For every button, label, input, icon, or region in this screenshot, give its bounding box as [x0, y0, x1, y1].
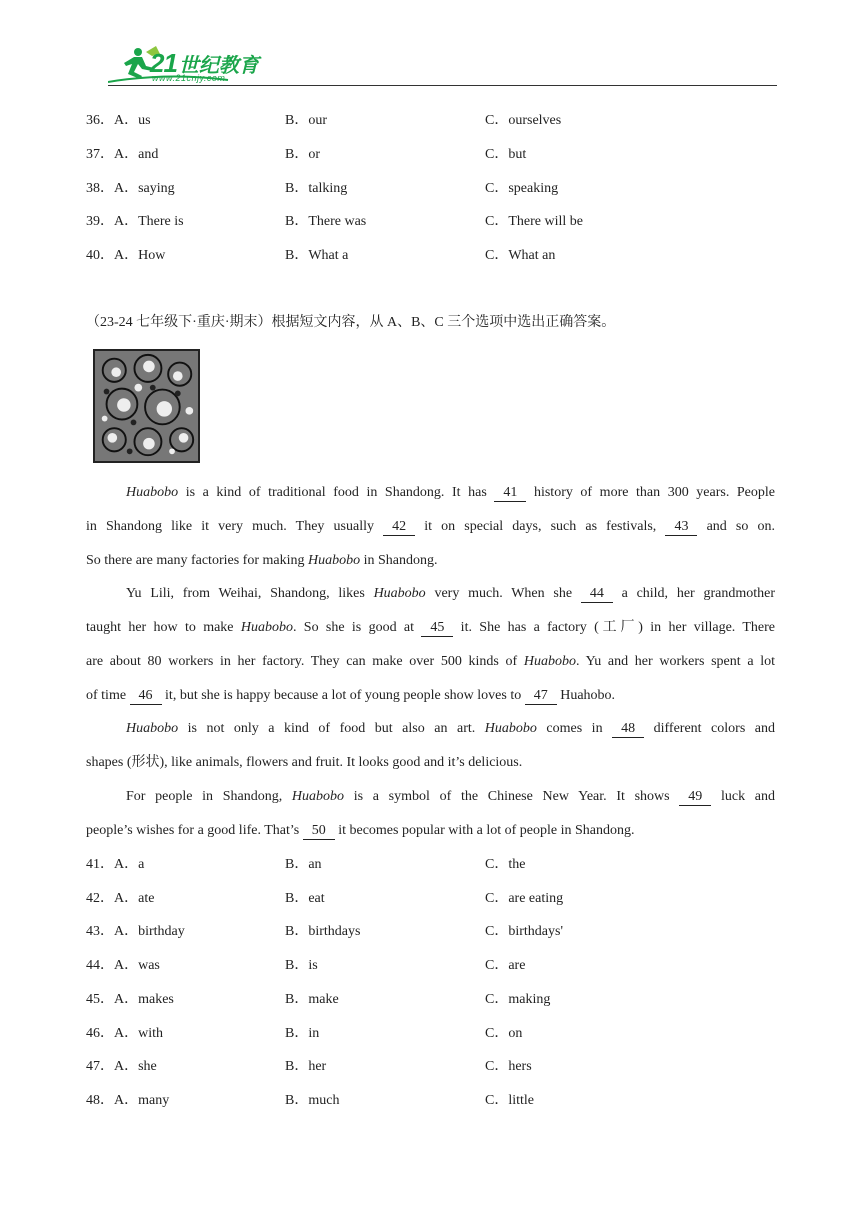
passage-line: people’s wishes for a good life. That’s 50 it becomes popular with a lot of people in Shandong. — [86, 823, 635, 838]
option-b: B．or — [285, 147, 320, 162]
passage-line: For people in Shandong, Huabobo is a symbol of the Chinese New Year. It shows 49 luck and — [126, 789, 775, 804]
question-row — [86, 1057, 786, 1077]
option-a: 37．A．and — [86, 147, 159, 162]
blank-41[interactable]: 41 — [494, 485, 526, 502]
option-b: B．What a — [285, 248, 349, 263]
passage-line: taught her how to make Huabobo. So she is good at 45 it. She has a factory (工厂) in her village. There — [86, 620, 776, 635]
option-b: B．her — [285, 1059, 327, 1074]
option-a: 38．A．saying — [86, 181, 175, 196]
blank-45[interactable]: 45 — [421, 620, 453, 637]
option-c: C．little — [485, 1093, 534, 1108]
passage-line: So there are many factories for making Huabobo in Shandong. — [86, 553, 438, 568]
passage-line: are about 80 workers in her factory. They can make over 500 kinds of Huabobo. Yu and her workers spent a lot — [86, 654, 775, 669]
question-row — [86, 212, 786, 232]
option-b: B．is — [285, 958, 318, 973]
blank-49[interactable]: 49 — [679, 789, 711, 806]
option-b: B．There was — [285, 214, 367, 229]
question-row — [86, 855, 786, 875]
option-c: C．the — [485, 857, 526, 872]
huabobo-image — [93, 349, 200, 463]
question-row — [86, 145, 786, 165]
logo-url: www.21cnjy.com — [152, 73, 226, 83]
question-row — [86, 889, 786, 909]
logo-text: 21 世纪教育 — [150, 48, 259, 78]
question-row — [86, 111, 786, 131]
option-a: 39．A．There is — [86, 214, 184, 229]
passage-line: Huabobo is not only a kind of food but also an art. Huabobo comes in 48 different colors and — [126, 721, 776, 736]
option-c: C．ourselves — [485, 113, 562, 128]
question-row — [86, 956, 786, 976]
option-c: C．There will be — [485, 214, 583, 229]
option-a: 48．A．many — [86, 1093, 170, 1108]
option-b: B．our — [285, 113, 327, 128]
blank-46[interactable]: 46 — [130, 688, 162, 705]
passage-line: of time 46 it, but she is happy because a lot of young people show loves to 47 Huahobo. — [86, 688, 616, 703]
section-instructions: （23-24 七年级下·重庆·期末）根据短文内容，从 A、B、C 三个选项中选出正确答案。 — [86, 315, 616, 330]
option-c: C．birthdays' — [485, 924, 563, 939]
option-a: 41．A．a — [86, 857, 145, 872]
question-row — [86, 246, 786, 266]
option-b: B．birthdays — [285, 924, 361, 939]
option-c: C．are — [485, 958, 526, 973]
blank-42[interactable]: 42 — [383, 519, 415, 536]
option-c: C．are eating — [485, 891, 564, 906]
question-row — [86, 1091, 786, 1111]
blank-47[interactable]: 47 — [525, 688, 557, 705]
passage-line: Yu Lili, from Weihai, Shandong, likes Huabobo very much. When she 44 a child, her grandmother — [126, 586, 775, 601]
passage-line: shapes (形状), like animals, flowers and fruit. It looks good and it’s delicious. — [86, 755, 523, 770]
option-b: B．in — [285, 1026, 320, 1041]
option-a: 46．A．with — [86, 1026, 163, 1041]
blank-43[interactable]: 43 — [665, 519, 697, 536]
option-c: C．but — [485, 147, 527, 162]
option-c: C．What an — [485, 248, 556, 263]
option-b: B．an — [285, 857, 322, 872]
option-a: 45．A．makes — [86, 992, 174, 1007]
option-c: C．on — [485, 1026, 523, 1041]
question-row — [86, 922, 786, 942]
option-a: 44．A．was — [86, 958, 160, 973]
blank-50[interactable]: 50 — [303, 823, 335, 840]
option-a: 40．A．How — [86, 248, 166, 263]
passage-line: in Shandong like it very much. They usually 42 it on special days, such as festivals, 43 and so on. — [86, 519, 775, 534]
blank-48[interactable]: 48 — [612, 721, 644, 738]
option-c: C．making — [485, 992, 551, 1007]
blank-44[interactable]: 44 — [581, 586, 613, 603]
option-c: C．hers — [485, 1059, 532, 1074]
option-a: 36．A．us — [86, 113, 151, 128]
question-row — [86, 1024, 786, 1044]
option-b: B．eat — [285, 891, 325, 906]
passage-line: Huabobo is a kind of traditional food in Shandong. It has 41 history of more than 300 years. People — [126, 485, 775, 500]
header-divider — [108, 85, 777, 86]
question-row — [86, 990, 786, 1010]
option-a: 47．A．she — [86, 1059, 157, 1074]
option-c: C．speaking — [485, 181, 559, 196]
option-b: B．talking — [285, 181, 348, 196]
option-b: B．much — [285, 1093, 340, 1108]
option-a: 43．A．birthday — [86, 924, 185, 939]
question-row — [86, 179, 786, 199]
option-a: 42．A．ate — [86, 891, 155, 906]
option-b: B．make — [285, 992, 339, 1007]
